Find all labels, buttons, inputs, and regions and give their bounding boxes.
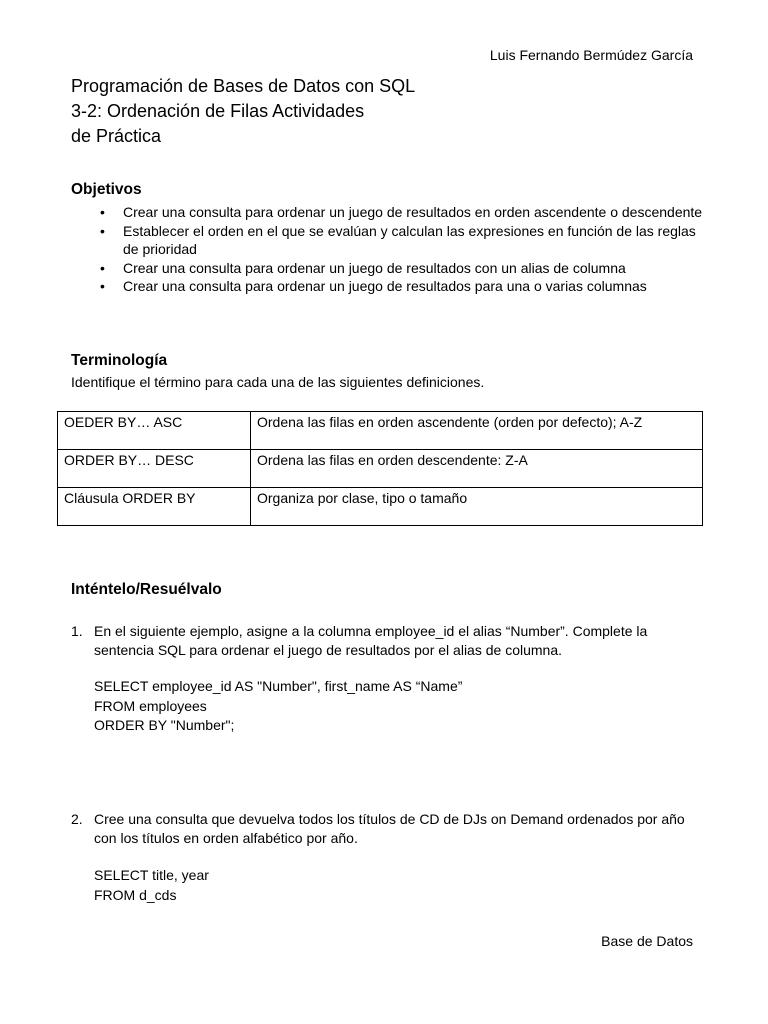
code-line: SELECT employee_id AS "Number", first_name AS “Name” [94,678,463,694]
term-cell: ORDER BY… DESC [58,450,251,488]
bullet-icon: • [100,222,105,239]
code-line: FROM d_cds [94,886,177,903]
table-row [58,450,703,488]
question-number: 1. [71,623,83,639]
definition-cell: Ordena las filas en orden ascendente (orden por defecto); A-Z [251,412,703,450]
terminology-instruction: Identifique el término para cada una de las siguientes definiciones. [71,374,485,390]
definition-cell: Organiza por clase, tipo o tamaño [251,488,703,526]
practice-heading: Inténtelo/Resuélvalo [71,581,222,598]
definition-cell: Ordena las filas en orden descendente: Z-A [251,450,703,488]
sql-code-block-1 [94,677,462,736]
code-line: ORDER BY "Number"; [94,717,235,733]
list-item: • Crear una consulta para ordenar un juego de resultados para una o varias columnas [100,278,647,294]
question-1 [71,622,701,659]
terminology-heading: Terminología [71,352,168,369]
title-line-1: Programación de Bases de Datos con SQL [71,76,416,96]
footer-label: Base de Datos [601,933,693,949]
list-item: • Crear una consulta para ordenar un juego de resultados con un alias de columna [100,259,626,276]
terminology-table [57,411,703,526]
bullet-icon: • [100,278,105,294]
title-line-3: de Práctica [71,126,162,146]
title-line-2: 3-2: Ordenación de Filas Actividades [71,101,365,121]
sql-code-block-2 [94,866,209,905]
document-title [71,74,415,149]
term-cell: Cláusula ORDER BY [58,488,251,526]
term-cell: OEDER BY… ASC [58,412,251,450]
question-number: 2. [71,811,83,827]
code-line: SELECT title, year [94,867,209,883]
question-2 [71,810,701,847]
bullet-icon: • [100,204,105,220]
list-item: • Crear una consulta para ordenar un juego de resultados en orden ascendente o descendente [100,204,703,220]
code-line: FROM employees [94,697,207,714]
question-text: En el siguiente ejemplo, asigne a la columna employee_id el alias “Number”. Complete la sentencia SQL para ordenar el juego de resultados por el alias de columna. [94,623,648,658]
question-text: Cree una consulta que devuelva todos los títulos de CD de DJs on Demand ordenados por año con los títulos en orden alfabético por año. [94,811,685,846]
list-item: • Establecer el orden en el que se evalúan y calculan las expresiones en función de las reglas de prioridad [100,222,696,257]
table-row [58,412,703,450]
author-name: Luis Fernando Bermúdez García [489,47,693,63]
table-row [58,488,703,526]
objectives-list [71,203,711,296]
objectives-heading: Objetivos [71,181,142,198]
bullet-icon: • [100,259,105,276]
